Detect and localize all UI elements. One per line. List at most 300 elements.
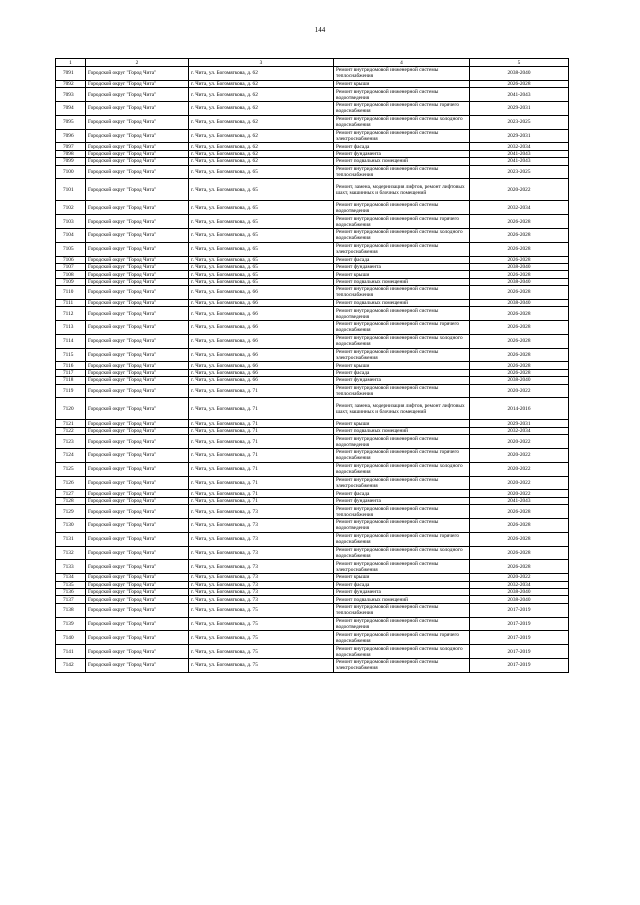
period-cell: 2041-2043	[470, 497, 569, 504]
work-type-cell: Ремонт внутридомовой инженерной системы холодного водоснабжения	[334, 645, 470, 659]
work-type-cell: Ремонт внутридомовой инженерной системы холодного водоснабжения	[334, 546, 470, 560]
address-cell: г. Чита, ул. Богомягкова, д. 73	[189, 518, 334, 532]
period-cell: 2026-2028	[470, 334, 569, 348]
work-type-cell: Ремонт внутридомовой инженерной системы электроснабжения	[334, 560, 470, 574]
work-type-cell: Ремонт фундамента	[334, 377, 470, 384]
period-cell: 2032-2034	[470, 143, 569, 150]
address-cell: г. Чита, ул. Богомягкова, д. 65	[189, 228, 334, 242]
work-type-cell: Ремонт внутридомовой инженерной системы теплоснабжения	[334, 67, 470, 81]
table-row	[56, 348, 569, 362]
table-row	[56, 362, 569, 369]
table-row	[56, 150, 569, 157]
address-cell: г. Чита, ул. Богомягкова, д. 73	[189, 532, 334, 546]
work-type-cell: Ремонт внутридомовой инженерной системы холодного водоснабжения	[334, 462, 470, 476]
period-cell: 2026-2028	[470, 271, 569, 278]
row-number-cell: 7124	[56, 449, 86, 463]
municipality-cell: Городской округ "Город Чита"	[86, 129, 189, 143]
period-cell: 2026-2028	[470, 532, 569, 546]
row-number-cell: 7130	[56, 518, 86, 532]
row-number-cell: 7101	[56, 179, 86, 201]
row-number-cell: 7103	[56, 215, 86, 229]
work-type-cell: Ремонт внутридомовой инженерной системы теплоснабжения	[334, 165, 470, 179]
row-number-cell: 7140	[56, 631, 86, 645]
municipality-cell: Городской округ "Город Чита"	[86, 362, 189, 369]
address-cell: г. Чита, ул. Богомягкова, д. 73	[189, 596, 334, 603]
work-type-cell: Ремонт внутридомовой инженерной системы электроснабжения	[334, 658, 470, 672]
period-cell: 2020-2022	[470, 462, 569, 476]
municipality-cell: Городской округ "Город Чита"	[86, 631, 189, 645]
municipality-cell: Городской округ "Город Чита"	[86, 476, 189, 490]
row-number-cell: 7123	[56, 435, 86, 449]
municipality-cell: Городской округ "Город Чита"	[86, 490, 189, 497]
municipality-cell: Городской округ "Город Чита"	[86, 228, 189, 242]
period-cell: 2020-2022	[470, 490, 569, 497]
work-type-cell: Ремонт внутридомовой инженерной системы электроснабжения	[334, 348, 470, 362]
municipality-cell: Городской округ "Город Чита"	[86, 299, 189, 306]
address-cell: г. Чита, ул. Богомягкова, д. 62	[189, 150, 334, 157]
municipality-cell: Городской округ "Город Чита"	[86, 505, 189, 519]
address-cell: г. Чита, ул. Богомягкова, д. 66	[189, 307, 334, 321]
table-row	[56, 242, 569, 256]
work-type-cell: Ремонт внутридомовой инженерной системы теплоснабжения	[334, 286, 470, 300]
table-row	[56, 334, 569, 348]
address-cell: г. Чита, ул. Богомягкова, д. 66	[189, 334, 334, 348]
row-number-cell: 7110	[56, 286, 86, 300]
work-type-cell: Ремонт внутридомовой инженерной системы горячего водоснабжения	[334, 321, 470, 335]
table-row	[56, 631, 569, 645]
period-cell: 2023-2025	[470, 115, 569, 129]
work-type-cell: Ремонт подвальных помещений	[334, 596, 470, 603]
address-cell: г. Чита, ул. Богомягкова, д. 71	[189, 427, 334, 434]
row-number-cell: 7121	[56, 420, 86, 427]
table-row	[56, 278, 569, 285]
municipality-cell: Городской округ "Город Чита"	[86, 158, 189, 165]
period-cell: 2041-2043	[470, 158, 569, 165]
municipality-cell: Городской округ "Город Чита"	[86, 215, 189, 229]
work-type-cell: Ремонт внутридомовой инженерной системы электроснабжения	[334, 242, 470, 256]
address-cell: г. Чита, ул. Богомягкова, д. 65	[189, 201, 334, 215]
address-cell: г. Чита, ул. Богомягкова, д. 62	[189, 158, 334, 165]
table-row	[56, 101, 569, 115]
work-type-cell: Ремонт внутридомовой инженерной системы электроснабжения	[334, 129, 470, 143]
period-cell: 2017-2019	[470, 603, 569, 617]
row-number-cell: 7108	[56, 271, 86, 278]
row-number-cell: 7105	[56, 242, 86, 256]
table-row	[56, 228, 569, 242]
municipality-cell: Городской округ "Город Чита"	[86, 449, 189, 463]
row-number-cell: 7109	[56, 278, 86, 285]
address-cell: г. Чита, ул. Богомягкова, д. 62	[189, 143, 334, 150]
period-cell: 2038-2040	[470, 278, 569, 285]
period-cell: 2026-2028	[470, 215, 569, 229]
municipality-cell: Городской округ "Город Чита"	[86, 420, 189, 427]
work-type-cell: Ремонт подвальных помещений	[334, 427, 470, 434]
row-number-cell: 7097	[56, 143, 86, 150]
work-type-cell: Ремонт внутридомовой инженерной системы водоотведения	[334, 518, 470, 532]
table-row	[56, 546, 569, 560]
address-cell: г. Чита, ул. Богомягкова, д. 73	[189, 560, 334, 574]
table-row	[56, 115, 569, 129]
row-number-cell: 7125	[56, 462, 86, 476]
row-number-cell: 7142	[56, 658, 86, 672]
row-number-cell: 7138	[56, 603, 86, 617]
municipality-cell: Городской округ "Город Чита"	[86, 398, 189, 420]
period-cell: 2026-2028	[470, 228, 569, 242]
period-cell: 2029-2031	[470, 129, 569, 143]
work-type-cell: Ремонт внутридомовой инженерной системы теплоснабжения	[334, 505, 470, 519]
work-type-cell: Ремонт фундамента	[334, 588, 470, 595]
address-cell: г. Чита, ул. Богомягкова, д. 73	[189, 574, 334, 581]
period-cell: 2017-2019	[470, 645, 569, 659]
period-cell: 2038-2040	[470, 67, 569, 81]
municipality-cell: Городской округ "Город Чита"	[86, 101, 189, 115]
municipality-cell: Городской округ "Город Чита"	[86, 596, 189, 603]
address-cell: г. Чита, ул. Богомягкова, д. 62	[189, 115, 334, 129]
work-type-cell: Ремонт внутридомовой инженерной системы холодного водоснабжения	[334, 115, 470, 129]
municipality-cell: Городской округ "Город Чита"	[86, 179, 189, 201]
row-number-cell: 7118	[56, 377, 86, 384]
row-number-cell: 7091	[56, 67, 86, 81]
municipality-cell: Городской округ "Город Чита"	[86, 88, 189, 102]
work-type-cell: Ремонт фасада	[334, 581, 470, 588]
work-type-cell: Ремонт внутридомовой инженерной системы теплоснабжения	[334, 384, 470, 398]
row-number-cell: 7120	[56, 398, 86, 420]
municipality-cell: Городской округ "Город Чита"	[86, 462, 189, 476]
row-number-cell: 7141	[56, 645, 86, 659]
row-number-cell: 7126	[56, 476, 86, 490]
municipality-cell: Городской округ "Город Чита"	[86, 115, 189, 129]
row-number-cell: 7137	[56, 596, 86, 603]
period-cell: 2026-2028	[470, 369, 569, 376]
table-row	[56, 435, 569, 449]
municipality-cell: Городской округ "Город Чита"	[86, 532, 189, 546]
municipality-cell: Городской округ "Город Чита"	[86, 263, 189, 270]
work-type-cell: Ремонт фасада	[334, 143, 470, 150]
municipality-cell: Городской округ "Город Чита"	[86, 278, 189, 285]
row-number-cell: 7102	[56, 201, 86, 215]
address-cell: г. Чита, ул. Богомягкова, д. 65	[189, 179, 334, 201]
address-cell: г. Чита, ул. Богомягкова, д. 65	[189, 215, 334, 229]
column-header-3: 3	[189, 59, 334, 67]
municipality-cell: Городской округ "Город Чита"	[86, 307, 189, 321]
municipality-cell: Городской округ "Город Чита"	[86, 242, 189, 256]
row-number-cell: 7094	[56, 101, 86, 115]
municipality-cell: Городской округ "Город Чита"	[86, 574, 189, 581]
address-cell: г. Чита, ул. Богомягкова, д. 75	[189, 631, 334, 645]
address-cell: г. Чита, ул. Богомягкова, д. 66	[189, 362, 334, 369]
row-number-cell: 7107	[56, 263, 86, 270]
row-number-cell: 7135	[56, 581, 86, 588]
municipality-cell: Городской округ "Город Чита"	[86, 369, 189, 376]
row-number-cell: 7116	[56, 362, 86, 369]
municipality-cell: Городской округ "Город Чита"	[86, 560, 189, 574]
table-row	[56, 88, 569, 102]
address-cell: г. Чита, ул. Богомягкова, д. 66	[189, 377, 334, 384]
period-cell: 2026-2028	[470, 560, 569, 574]
work-type-cell: Ремонт внутридомовой инженерной системы водоотведения	[334, 201, 470, 215]
table-row	[56, 490, 569, 497]
address-cell: г. Чита, ул. Богомягкова, д. 62	[189, 67, 334, 81]
municipality-cell: Городской округ "Город Чита"	[86, 603, 189, 617]
table-row	[56, 377, 569, 384]
work-type-cell: Ремонт подвальных помещений	[334, 299, 470, 306]
table-row	[56, 658, 569, 672]
column-number-header-row	[56, 59, 569, 67]
period-cell: 2020-2022	[470, 574, 569, 581]
row-number-cell: 7111	[56, 299, 86, 306]
table-row	[56, 645, 569, 659]
municipality-cell: Городской округ "Город Чита"	[86, 427, 189, 434]
row-number-cell: 7127	[56, 490, 86, 497]
address-cell: г. Чита, ул. Богомягкова, д. 66	[189, 348, 334, 362]
row-number-cell: 7134	[56, 574, 86, 581]
work-type-cell: Ремонт внутридомовой инженерной системы горячего водоснабжения	[334, 215, 470, 229]
table-row	[56, 596, 569, 603]
row-number-cell: 7139	[56, 617, 86, 631]
period-cell: 2038-2040	[470, 263, 569, 270]
work-type-cell: Ремонт внутридомовой инженерной системы водоотведения	[334, 435, 470, 449]
period-cell: 2014-2016	[470, 398, 569, 420]
municipality-cell: Городской округ "Город Чита"	[86, 334, 189, 348]
table-row	[56, 321, 569, 335]
address-cell: г. Чита, ул. Богомягкова, д. 62	[189, 101, 334, 115]
table-row	[56, 588, 569, 595]
work-type-cell: Ремонт крыши	[334, 80, 470, 87]
work-type-cell: Ремонт внутридомовой инженерной системы холодного водоснабжения	[334, 334, 470, 348]
address-cell: г. Чита, ул. Богомягкова, д. 62	[189, 80, 334, 87]
work-type-cell: Ремонт фасада	[334, 369, 470, 376]
address-cell: г. Чита, ул. Богомягкова, д. 71	[189, 476, 334, 490]
work-type-cell: Ремонт внутридомовой инженерной системы водоотведения	[334, 307, 470, 321]
address-cell: г. Чита, ул. Богомягкова, д. 66	[189, 299, 334, 306]
address-cell: г. Чита, ул. Богомягкова, д. 73	[189, 581, 334, 588]
table-row	[56, 179, 569, 201]
table-row	[56, 80, 569, 87]
municipality-cell: Городской округ "Город Чита"	[86, 497, 189, 504]
period-cell: 2038-2040	[470, 596, 569, 603]
repair-schedule-table	[55, 58, 569, 673]
row-number-cell: 7092	[56, 80, 86, 87]
period-cell: 2038-2040	[470, 299, 569, 306]
period-cell: 2029-2031	[470, 420, 569, 427]
row-number-cell: 7104	[56, 228, 86, 242]
column-header-5: 5	[470, 59, 569, 67]
row-number-cell: 7112	[56, 307, 86, 321]
work-type-cell: Ремонт фундамента	[334, 150, 470, 157]
row-number-cell: 7117	[56, 369, 86, 376]
address-cell: г. Чита, ул. Богомягкова, д. 62	[189, 129, 334, 143]
period-cell: 2020-2022	[470, 476, 569, 490]
address-cell: г. Чита, ул. Богомягкова, д. 71	[189, 435, 334, 449]
work-type-cell: Ремонт крыши	[334, 271, 470, 278]
work-type-cell: Ремонт подвальных помещений	[334, 158, 470, 165]
table-row	[56, 398, 569, 420]
table-row	[56, 532, 569, 546]
row-number-cell: 7093	[56, 88, 86, 102]
table-row	[56, 263, 569, 270]
row-number-cell: 7100	[56, 165, 86, 179]
municipality-cell: Городской округ "Город Чита"	[86, 658, 189, 672]
address-cell: г. Чита, ул. Богомягкова, д. 71	[189, 462, 334, 476]
period-cell: 2017-2019	[470, 617, 569, 631]
address-cell: г. Чита, ул. Богомягкова, д. 73	[189, 505, 334, 519]
row-number-cell: 7132	[56, 546, 86, 560]
period-cell: 2026-2028	[470, 307, 569, 321]
table-row	[56, 384, 569, 398]
table-row	[56, 581, 569, 588]
row-number-cell: 7129	[56, 505, 86, 519]
municipality-cell: Городской округ "Город Чита"	[86, 588, 189, 595]
row-number-cell: 7106	[56, 256, 86, 263]
row-number-cell: 7122	[56, 427, 86, 434]
municipality-cell: Городской округ "Город Чита"	[86, 617, 189, 631]
address-cell: г. Чита, ул. Богомягкова, д. 75	[189, 617, 334, 631]
work-type-cell: Ремонт крыши	[334, 574, 470, 581]
row-number-cell: 7136	[56, 588, 86, 595]
period-cell: 2020-2022	[470, 179, 569, 201]
table-row	[56, 560, 569, 574]
address-cell: г. Чита, ул. Богомягкова, д. 75	[189, 603, 334, 617]
period-cell: 2026-2028	[470, 256, 569, 263]
period-cell: 2026-2028	[470, 321, 569, 335]
row-number-cell: 7096	[56, 129, 86, 143]
work-type-cell: Ремонт фундамента	[334, 263, 470, 270]
column-header-2: 2	[86, 59, 189, 67]
municipality-cell: Городской округ "Город Чита"	[86, 321, 189, 335]
address-cell: г. Чита, ул. Богомягкова, д. 71	[189, 497, 334, 504]
table-row	[56, 299, 569, 306]
work-type-cell: Ремонт внутридомовой инженерной системы горячего водоснабжения	[334, 101, 470, 115]
table-row	[56, 286, 569, 300]
table-row	[56, 271, 569, 278]
municipality-cell: Городской округ "Город Чита"	[86, 143, 189, 150]
column-header-4: 4	[334, 59, 470, 67]
work-type-cell: Ремонт крыши	[334, 362, 470, 369]
table-body	[56, 67, 569, 673]
row-number-cell: 7119	[56, 384, 86, 398]
table-row	[56, 420, 569, 427]
municipality-cell: Городской округ "Город Чита"	[86, 150, 189, 157]
period-cell: 2026-2028	[470, 518, 569, 532]
table-row	[56, 476, 569, 490]
row-number-cell: 7133	[56, 560, 86, 574]
work-type-cell: Ремонт внутридомовой инженерной системы теплоснабжения	[334, 603, 470, 617]
address-cell: г. Чита, ул. Богомягкова, д. 73	[189, 588, 334, 595]
period-cell: 2032-2034	[470, 427, 569, 434]
work-type-cell: Ремонт внутридомовой инженерной системы водоотведения	[334, 88, 470, 102]
row-number-cell: 7095	[56, 115, 86, 129]
work-type-cell: Ремонт внутридомовой инженерной системы холодного водоснабжения	[334, 228, 470, 242]
period-cell: 2032-2034	[470, 201, 569, 215]
municipality-cell: Городской округ "Город Чита"	[86, 256, 189, 263]
municipality-cell: Городской округ "Город Чита"	[86, 518, 189, 532]
work-type-cell: Ремонт подвальных помещений	[334, 278, 470, 285]
row-number-cell: 7131	[56, 532, 86, 546]
address-cell: г. Чита, ул. Богомягкова, д. 75	[189, 645, 334, 659]
table-row	[56, 617, 569, 631]
work-type-cell: Ремонт фасада	[334, 256, 470, 263]
table-row	[56, 369, 569, 376]
period-cell: 2017-2019	[470, 658, 569, 672]
table-row	[56, 67, 569, 81]
table-row	[56, 129, 569, 143]
table-row	[56, 518, 569, 532]
period-cell: 2026-2028	[470, 505, 569, 519]
address-cell: г. Чита, ул. Богомягкова, д. 65	[189, 278, 334, 285]
row-number-cell: 7115	[56, 348, 86, 362]
period-cell: 2020-2022	[470, 435, 569, 449]
address-cell: г. Чита, ул. Богомягкова, д. 71	[189, 449, 334, 463]
municipality-cell: Городской округ "Город Чита"	[86, 271, 189, 278]
municipality-cell: Городской округ "Город Чита"	[86, 384, 189, 398]
row-number-cell: 7113	[56, 321, 86, 335]
municipality-cell: Городской округ "Город Чита"	[86, 645, 189, 659]
address-cell: г. Чита, ул. Богомягкова, д. 65	[189, 263, 334, 270]
work-type-cell: Ремонт фасада	[334, 490, 470, 497]
table-row	[56, 307, 569, 321]
municipality-cell: Городской округ "Город Чита"	[86, 67, 189, 81]
municipality-cell: Городской округ "Город Чита"	[86, 581, 189, 588]
address-cell: г. Чита, ул. Богомягкова, д. 71	[189, 384, 334, 398]
address-cell: г. Чита, ул. Богомягкова, д. 71	[189, 398, 334, 420]
address-cell: г. Чита, ул. Богомягкова, д. 65	[189, 271, 334, 278]
address-cell: г. Чита, ул. Богомягкова, д. 65	[189, 242, 334, 256]
period-cell: 2023-2025	[470, 165, 569, 179]
table-row	[56, 497, 569, 504]
work-type-cell: Ремонт фундамента	[334, 497, 470, 504]
period-cell: 2026-2028	[470, 348, 569, 362]
table-row	[56, 143, 569, 150]
row-number-cell: 7114	[56, 334, 86, 348]
address-cell: г. Чита, ул. Богомягкова, д. 66	[189, 321, 334, 335]
period-cell: 2038-2040	[470, 588, 569, 595]
period-cell: 2026-2028	[470, 362, 569, 369]
table-row	[56, 505, 569, 519]
municipality-cell: Городской округ "Город Чита"	[86, 286, 189, 300]
municipality-cell: Городской округ "Город Чита"	[86, 546, 189, 560]
address-cell: г. Чита, ул. Богомягкова, д. 66	[189, 369, 334, 376]
municipality-cell: Городской округ "Город Чита"	[86, 201, 189, 215]
work-type-cell: Ремонт внутридомовой инженерной системы горячего водоснабжения	[334, 449, 470, 463]
work-type-cell: Ремонт внутридомовой инженерной системы водоотведения	[334, 617, 470, 631]
address-cell: г. Чита, ул. Богомягкова, д. 73	[189, 546, 334, 560]
municipality-cell: Городской округ "Город Чита"	[86, 435, 189, 449]
address-cell: г. Чита, ул. Богомягкова, д. 71	[189, 490, 334, 497]
address-cell: г. Чита, ул. Богомягкова, д. 62	[189, 88, 334, 102]
period-cell: 2026-2028	[470, 80, 569, 87]
period-cell: 2017-2019	[470, 631, 569, 645]
table-row	[56, 603, 569, 617]
table-row	[56, 256, 569, 263]
address-cell: г. Чита, ул. Богомягкова, д. 75	[189, 658, 334, 672]
period-cell: 2041-2043	[470, 88, 569, 102]
column-header-1: 1	[56, 59, 86, 67]
period-cell: 2026-2028	[470, 242, 569, 256]
period-cell: 2026-2028	[470, 546, 569, 560]
municipality-cell: Городской округ "Город Чита"	[86, 80, 189, 87]
work-type-cell: Ремонт, замена, модернизация лифтов, ремонт лифтовых шахт, машинных и блочных помещений	[334, 179, 470, 201]
municipality-cell: Городской округ "Город Чита"	[86, 377, 189, 384]
row-number-cell: 7098	[56, 150, 86, 157]
period-cell: 2029-2031	[470, 101, 569, 115]
work-type-cell: Ремонт крыши	[334, 420, 470, 427]
work-type-cell: Ремонт, замена, модернизация лифтов, ремонт лифтовых шахт, машинных и блочных помещений	[334, 398, 470, 420]
table-row	[56, 449, 569, 463]
table-row	[56, 462, 569, 476]
work-type-cell: Ремонт внутридомовой инженерной системы электроснабжения	[334, 476, 470, 490]
page-number: 144	[314, 26, 326, 34]
period-cell: 2041-2043	[470, 150, 569, 157]
